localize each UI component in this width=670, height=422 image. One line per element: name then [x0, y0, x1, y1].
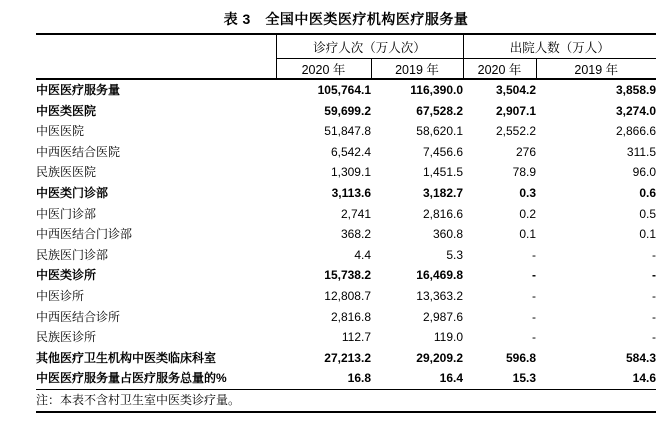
value-discharges-2019: - — [652, 247, 657, 262]
table-row — [36, 162, 656, 183]
value-discharges-2020: 15.3 — [463, 368, 536, 389]
value-visits-2020: 105,764.1 — [317, 83, 371, 97]
value-discharges-2020: 2,552.2 — [495, 124, 537, 139]
value-discharges-2020: 596.8 — [505, 350, 537, 365]
value-discharges-2020: - — [532, 309, 537, 324]
header-year-2020-visits: 2020 年 — [276, 59, 371, 80]
value-visits-2020: 1,309.1 — [330, 165, 371, 180]
value-discharges-2019: - — [652, 309, 657, 324]
value-discharges-2019: - — [652, 268, 657, 283]
value-visits-2020: 12,808.7 — [324, 288, 371, 303]
row-label: 民族医诊所 — [36, 330, 97, 345]
value-visits-2020: 59,699.2 — [324, 103, 371, 118]
header-corner-cell — [36, 34, 276, 79]
value-discharges-2020: 78.9 — [512, 165, 537, 180]
value-visits-2019: 13,363.2 — [416, 288, 464, 303]
row-label: 中医门诊部 — [36, 206, 97, 221]
value-discharges-2019: 0.5 — [639, 206, 657, 221]
row-label: 其他医疗卫生机构中医类临床科室 — [36, 350, 217, 365]
row-label: 民族医医院 — [36, 165, 97, 180]
table-row — [36, 224, 656, 245]
table-row — [36, 286, 656, 307]
header-year-2020-discharges: 2020 年 — [463, 59, 536, 80]
value-visits-2020: 15,738.2 — [324, 268, 371, 283]
row-label: 中西医结合医院 — [36, 144, 121, 159]
table-row — [36, 307, 656, 328]
value-visits-2020: 51,847.8 — [324, 124, 371, 139]
value-discharges-2020: 276 — [515, 144, 537, 159]
value-discharges-2020: 0.3 — [519, 185, 537, 200]
value-discharges-2020: - — [532, 268, 537, 283]
table-row — [36, 368, 656, 389]
row-label: 中西医结合诊所 — [36, 309, 121, 324]
value-visits-2020: 2,816.8 — [330, 309, 371, 324]
value-visits-2019: 7,456.6 — [422, 144, 464, 159]
header-year-2019-discharges: 2019 年 — [536, 59, 656, 80]
table-row — [36, 183, 656, 204]
row-label: 中医类门诊部 — [36, 185, 109, 200]
value-visits-2019: 5.3 — [446, 247, 464, 262]
row-label: 民族医门诊部 — [36, 247, 109, 262]
table-row — [36, 121, 656, 142]
value-visits-2019: 2,816.6 — [422, 206, 464, 221]
value-discharges-2020: 2,907.1 — [495, 103, 537, 118]
header-year-2019-visits: 2019 年 — [371, 59, 463, 80]
table-row — [36, 204, 656, 225]
value-visits-2020: 2,741 — [340, 206, 371, 221]
table-note: 注：本表不含村卫生室中医类诊疗量。 — [36, 389, 656, 412]
table-body — [36, 79, 656, 389]
row-label: 中医类诊所 — [36, 268, 97, 283]
value-discharges-2020: - — [532, 288, 537, 303]
value-visits-2019: 119.0 — [433, 330, 464, 345]
value-visits-2019: 16.4 — [371, 368, 463, 389]
table-container — [36, 10, 656, 413]
table-header — [36, 34, 656, 79]
table-row — [36, 245, 656, 266]
value-visits-2020: 4.4 — [354, 247, 371, 262]
header-group-row — [36, 34, 656, 59]
value-visits-2019: 360.8 — [432, 227, 464, 242]
note-row — [36, 389, 656, 412]
value-visits-2020: 3,113.6 — [331, 185, 371, 200]
value-visits-2020: 112.7 — [341, 330, 371, 345]
value-visits-2020: 368.2 — [340, 227, 371, 242]
table-row — [36, 348, 656, 369]
table-row — [36, 101, 656, 122]
value-discharges-2020: 3,504.2 — [495, 83, 537, 97]
value-visits-2019: 67,528.2 — [416, 103, 464, 118]
header-group-visits: 诊疗人次（万人次） — [276, 34, 463, 59]
value-discharges-2019: 311.5 — [626, 144, 657, 159]
value-visits-2019: 3,182.7 — [422, 185, 464, 200]
value-discharges-2019: 0.6 — [639, 185, 657, 200]
value-visits-2019: 29,209.2 — [416, 350, 464, 365]
value-discharges-2019: - — [652, 288, 657, 303]
row-label: 中医医疗服务量 — [36, 83, 121, 97]
value-discharges-2019: 3,858.9 — [615, 83, 657, 97]
row-label: 中医医疗服务量占医疗服务总量的% — [36, 368, 276, 389]
value-visits-2019: 16,469.8 — [416, 268, 464, 283]
value-discharges-2019: 96.0 — [632, 165, 657, 180]
table-row — [36, 142, 656, 163]
value-discharges-2019: 3,274.0 — [615, 103, 657, 118]
value-discharges-2020: - — [532, 247, 537, 262]
table-footer — [36, 389, 656, 412]
value-discharges-2020: - — [532, 330, 537, 345]
value-discharges-2020: 0.2 — [519, 206, 537, 221]
value-discharges-2020: 0.1 — [519, 227, 537, 242]
header-group-discharges: 出院人数（万人） — [463, 34, 656, 59]
table-title: 表 3 全国中医类医疗机构医疗服务量 — [223, 11, 469, 27]
value-visits-2020: 16.8 — [276, 368, 371, 389]
statistics-table — [36, 33, 656, 413]
value-discharges-2019: 584.3 — [626, 350, 657, 365]
value-discharges-2019: 2,866.6 — [615, 124, 657, 139]
value-discharges-2019: 14.6 — [536, 368, 656, 389]
table-row — [36, 79, 656, 101]
value-visits-2020: 27,213.2 — [324, 350, 371, 365]
value-visits-2019: 58,620.1 — [416, 124, 464, 139]
value-visits-2020: 6,542.4 — [330, 144, 371, 159]
row-label: 中医类医院 — [36, 103, 97, 118]
value-visits-2019: 2,987.6 — [422, 309, 464, 324]
value-visits-2019: 1,451.5 — [422, 165, 464, 180]
row-label: 中医诊所 — [36, 288, 85, 303]
value-discharges-2019: - — [652, 330, 657, 345]
table-row — [36, 327, 656, 348]
table-row — [36, 265, 656, 286]
value-discharges-2019: 0.1 — [639, 227, 657, 242]
row-label: 中医医院 — [36, 124, 85, 139]
value-visits-2019: 116,390.0 — [410, 83, 464, 97]
row-label: 中西医结合门诊部 — [36, 227, 133, 242]
